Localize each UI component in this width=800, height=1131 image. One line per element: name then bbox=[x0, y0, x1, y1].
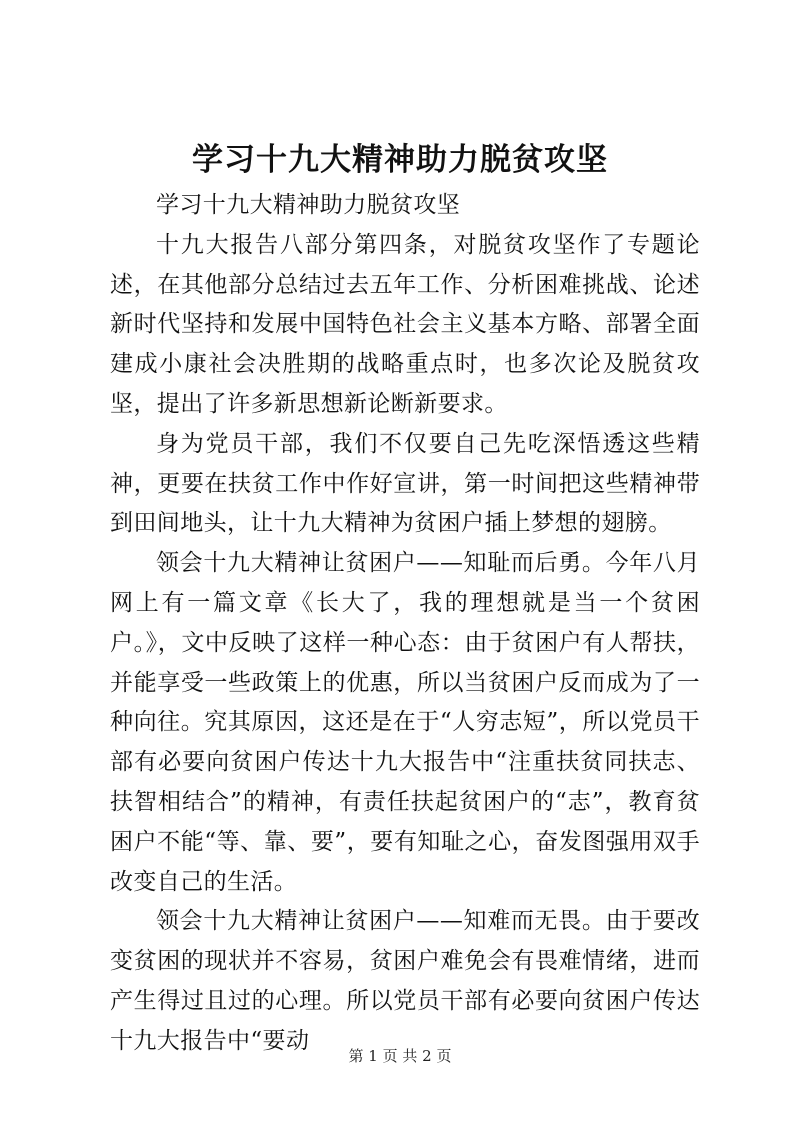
paragraph-intro: 十九大报告八部分第四条，对脱贫攻坚作了专题论述，在其他部分总结过去五年工作、分析困难挑战、论述新时代坚持和发展中国特色社会主义基本方略、部署全面建成小康社会决胜期的战略重点时，也多次论及脱贫攻坚，提出了许多新思想新论断新要求。 bbox=[110, 231, 700, 417]
page-title: 学习十九大精神助力脱贫攻坚 bbox=[192, 142, 608, 178]
paragraph-shame-courage: 领会十九大精神让贫困户——知耻而后勇。今年八月网上有一篇文章《长大了，我的理想就是当一个贫困户。》，文中反映了这样一种心态：由于贫困户有人帮扶，并能享受一些政策上的优惠，所以当贫困户反而成为了一种向往。究其原因，这还是在于“人穷志短”，所以党员干部有必要向贫困户传达十九大报告中“注重扶贫同扶志、扶智相结合”的精神，有责任扶起贫困户的“志”，教育贫困户不能“等、靠、要”，要有知耻之心，奋发图强用双手改变自己的生活。 bbox=[110, 550, 700, 895]
document-body bbox=[110, 186, 700, 1062]
paragraph-duty: 身为党员干部，我们不仅要自己先吃深悟透这些精神，更要在扶贫工作中作好宣讲，第一时间把这些精神带到田间地头，让十九大精神为贫困户插上梦想的翅膀。 bbox=[110, 430, 700, 537]
paragraph-subtitle: 学习十九大精神助力脱贫攻坚 bbox=[156, 192, 461, 218]
paragraph-difficulty-fearless: 领会十九大精神让贫困户——知难而无畏。由于要改变贫困的现状并不容易，贫困户难免会有畏难情绪，进而产生得过且过的心理。所以党员干部有必要向贫困户传达十九大报告中“要动 bbox=[110, 908, 700, 1054]
page-number: 第 1 页 共 2 页 bbox=[348, 1047, 452, 1065]
